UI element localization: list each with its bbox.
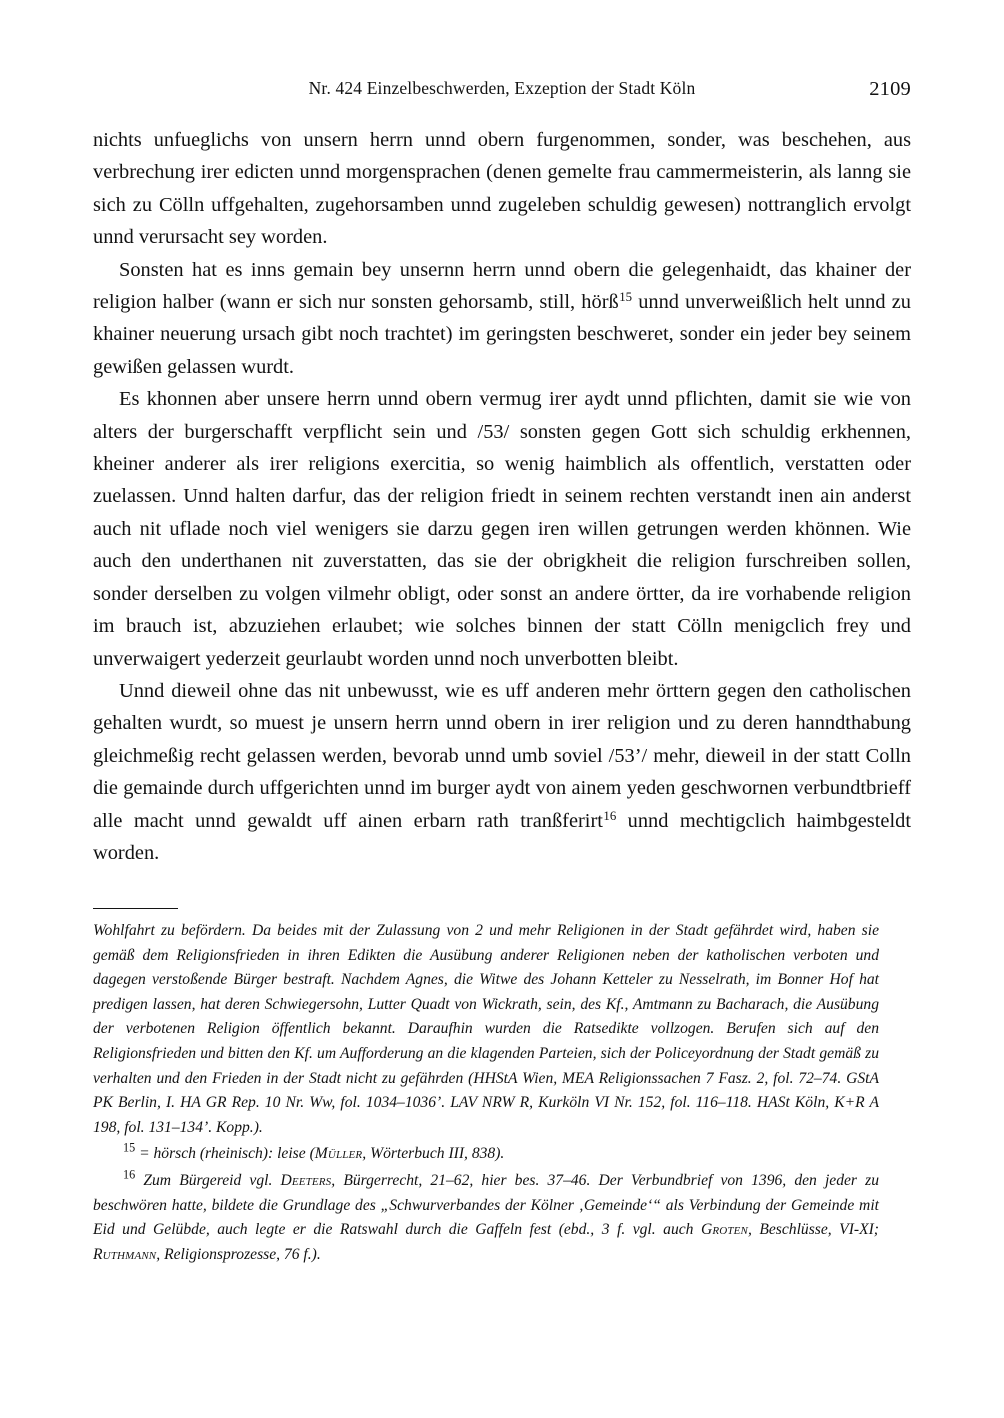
footnote-author-smallcaps: Deeters — [280, 1171, 332, 1189]
body-paragraph: nichts unfueglichs von unsern herrn unnd obern furgenommen, sonder, was beschehen, aus verbrechung irer edicten unnd morgensprachen (denen gemelte frau cammermeisterin, als lanng sie sich zu Cölln uffgehalten, zugehorsamben unnd zugeleben schuldig gewesen) nottranglich ervolgt unnd verursacht sey worden. — [93, 129, 911, 249]
paragraph-text-segment: Sonsten hat es inns gemain bey unsernn herrn unnd obern die gelegenhaidt, das khainer der religion halber (wann er sich nur sonsten gehorsamb, still, hörß — [93, 258, 911, 314]
footnote-text-segment: , Wörterbuch III, 838). — [362, 1145, 505, 1163]
running-head-title: Nr. 424 Einzelbeschwerden, Exzeption der Stadt Köln — [308, 78, 696, 98]
footnote-author-smallcaps: Groten — [700, 1221, 748, 1239]
footnote-reference-16[interactable]: 16 — [603, 808, 617, 823]
footnote-number: 15 — [123, 1141, 136, 1155]
footnote-15 — [93, 1142, 879, 1167]
footnote-text-segment: , Bürgerrecht, 21–62, hier bes. 37–46. Der Verbundbrief von 1396, den jeder zu beschwören hatte, bildete die Grundlage des „Schwurverbandes der Kölner ‚Gemeinde‘“ als Verbindung der Gemeinde mit Eid und Gelübde, auch legte er die Ratswahl durch die Gaffeln fest (ebd., 3 f. vgl. auch — [93, 1171, 880, 1239]
footnote-continuation — [93, 919, 879, 1140]
footnote-area — [93, 908, 879, 1267]
footnote-text-segment: , Beschlüsse, VI-XI; — [747, 1221, 879, 1239]
footnote-author-smallcaps: Ruthmann — [93, 1245, 157, 1263]
footnote-text-segment: Zum Bürgereid vgl. — [143, 1171, 281, 1189]
footnote-text-segment: , Religionsprozesse, 76 f.). — [156, 1245, 321, 1263]
footnote-number: 16 — [123, 1167, 136, 1182]
footnote-text-segment: Wohlfahrt zu befördern. Da beides mit der Zulassung von 2 und mehr Religionen in der Stadt gefährdet wird, haben sie gemäß dem Religionsfrieden in ihren Edikten die Ausübung anderer Religionen neben der katholischen verboten und dagegen verstoßende Bürger bestraft. Nachdem Agnes, die Witwe des Johann Ketteler zu Nesselrath, im Bonner Hof hat predigen lassen, hat deren Schwiegersohn, Lutter Quadt von Wickrath, sein, des Kf., Amtmann zu Bacharach, die Ausübung der verbotenen Religion öffentlich bekannt. Daraufhin wurden die Ratsedikte vollzogen. Berufen sich auf den Religionsfrieden und bitten den Kf. um Aufforderung an die klagenden Parteien, sich der Policeyordnung der Stadt gemäß zu verhalten und den Frieden in der Stadt nicht zu gefährden (HHStA Wien, MEA Religionssachen 7 Fasz. 2, fol. 72–74. GStA PK Berlin, I. HA GR Rep. 10 Nr. Ww, fol. 1034–1036’. LAV NRW R, Kurköln VI Nr. 152, fol. 116–118. HASt Köln, K+R A 198, fol. 131–134’. Kopp.). — [93, 922, 879, 1136]
body-paragraph — [93, 675, 911, 869]
page-number: 2109 — [869, 78, 911, 100]
paragraph-text-segment: Unnd dieweil ohne das nit unbewusst, wie es uff anderen mehr örttern gegen den catholischen gehalten wurdt, so muest je unsern herrn unnd obern in irer religion und zu deren hanndthabung gleichmeßig recht gelassen werden, bevorab unnd umb soviel /53’/ mehr, dieweil in der statt Colln die gemainde durch uffgerichten unnd im burger aydt von ainem yeden geschwornen verbundtbrieff alle macht unnd gewaldt uff ainen erbarn rath tranßferirt — [93, 679, 911, 832]
paragraph-text-segment: unnd unverweißlich helt unnd zu khainer neuerung ursach gibt noch trachtet) im geringsten beschweret, sonder ein jeder bey seinem gewißen gelassen wurdt. — [93, 291, 911, 378]
running-head — [93, 78, 911, 104]
body-paragraph: Es khonnen aber unsere herrn unnd obern vermug irer aydt unnd pflichten, damit sie wie von alters der burgerschafft verpflicht sein und /53/ sonsten gegen Gott sich schuldig erkhennen, kheiner anderer als irer religions exercitia, so wenig haimblich als offentlich, verstatten oder zuelassen. Unnd halten darfur, das der religion friedt in seinem rechten verstandt inen ain anderst auch nit uflade noch viel wenigers sie darzu gegen iren willen getrungen werden khönnen. Wie auch den underthanen nit zuverstatten, das sie der obrigkheit die religion furschreiben sollen, sonder derselben zu volgen vilmehr obligt, oder sonst an andere örtter, da ire vorhabende religion im brauch ist, abzuziehen erlaubet; wie solches binnen der statt Cölln menigclich frey und unverwaigert yederzeit geurlaubt worden unnd noch unverbotten bleibt. — [93, 388, 911, 670]
footnote-text-segment: = hörsch (rheinisch): leise ( — [139, 1145, 315, 1163]
paragraph-text-segment: unnd mechtigclich haimbgesteldt worden. — [93, 809, 911, 864]
body-text-column — [93, 124, 911, 869]
footnote-separator-rule — [93, 908, 178, 909]
footnote-16 — [93, 1169, 879, 1267]
body-paragraph — [93, 254, 911, 384]
footnote-author-smallcaps: Müller — [314, 1145, 363, 1163]
footnote-reference-15[interactable]: 15 — [619, 290, 633, 305]
